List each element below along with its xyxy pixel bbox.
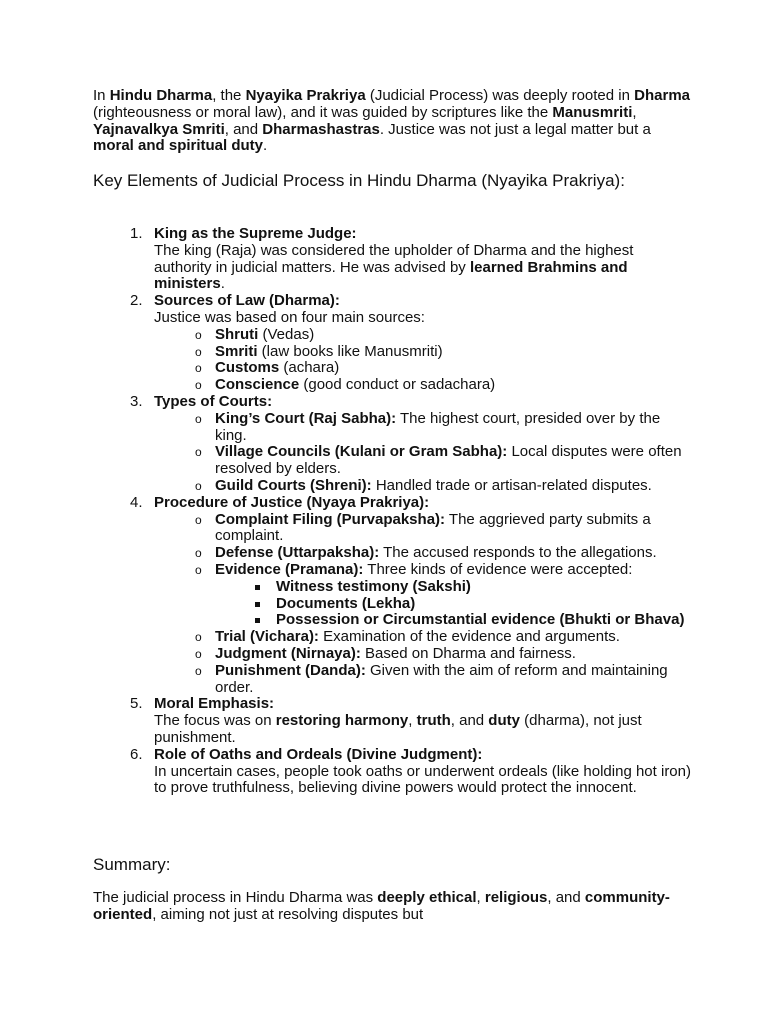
- sub-list: [154, 512, 693, 697]
- sub-item-bold: Village Councils (Kulani or Gram Sabha):: [215, 443, 508, 461]
- intro-text: , the: [212, 87, 246, 104]
- sub-list-item: [154, 411, 693, 445]
- list-item: [93, 495, 693, 697]
- sub-list-item: [154, 629, 693, 646]
- sub-list-item: [154, 344, 693, 361]
- sub-item-bold: Customs: [215, 359, 280, 377]
- summary-bold: community-oriented: [93, 889, 670, 923]
- item-bold: learned Brahmins and ministers: [154, 258, 628, 293]
- evidence-text: Documents (Lekha): [276, 594, 416, 612]
- intro-text: (righteousness or moral law), and it was guided by scriptures like the: [93, 103, 553, 121]
- section-heading: Key Elements of Judicial Process in Hindu Dharma (Nyayika Prakriya):: [93, 171, 625, 190]
- sub-list-item: [154, 562, 693, 629]
- intro-bold: Dharmashastras: [262, 120, 380, 138]
- item-title: Types of Courts:: [154, 392, 273, 410]
- item-title: Role of Oaths and Ordeals (Divine Judgment):: [154, 745, 483, 763]
- sub-item-text: (achara): [279, 359, 340, 377]
- sub-list-item: [154, 512, 693, 546]
- summary-bold: religious: [484, 889, 548, 906]
- intro-text: ,: [632, 103, 637, 121]
- list-number: 3.: [130, 392, 143, 410]
- summary-bold: deeply ethical: [377, 889, 477, 906]
- circle-bullet-icon: o: [195, 361, 202, 376]
- intro-text: .: [263, 137, 268, 155]
- circle-bullet-icon: o: [195, 630, 202, 645]
- evidence-text: Possession or Circumstantial evidence (Bhukti or Bhava): [276, 611, 685, 629]
- square-bullet-icon: [255, 618, 260, 623]
- sub-item-bold: King’s Court (Raj Sabha):: [215, 409, 397, 427]
- square-bullet-icon: [255, 585, 260, 590]
- sub-list: [154, 411, 693, 495]
- sub-item-text: (law books like Manusmriti): [257, 342, 443, 360]
- sub-list-item: [154, 646, 693, 663]
- sub-item-text: Given with the aim of reform and maintaining order.: [215, 661, 668, 696]
- intro-text: , and: [224, 120, 263, 138]
- item-bold: restoring harmony: [275, 712, 409, 730]
- sub-item-text: Examination of the evidence and arguments.: [318, 628, 620, 646]
- intro-bold: moral and spiritual duty: [93, 137, 264, 155]
- sub-item-text: The highest court, presided over by the king.: [215, 409, 661, 444]
- sub-list-item: [154, 545, 693, 562]
- item-description: [154, 243, 693, 293]
- list-number: 2.: [130, 292, 143, 310]
- item-title: Procedure of Justice (Nyaya Prakriya):: [154, 493, 430, 511]
- sub-item-bold: Complaint Filing (Purvapaksha):: [215, 510, 446, 528]
- item-text: ,: [408, 712, 417, 730]
- intro-text: In: [93, 87, 110, 104]
- intro-bold: Dharma: [634, 87, 690, 104]
- circle-bullet-icon: o: [195, 445, 202, 460]
- sub-list-item: [154, 327, 693, 344]
- circle-bullet-icon: o: [195, 512, 202, 527]
- intro-text: . Justice was not just a legal matter but a: [379, 120, 651, 138]
- summary-text: ,: [476, 889, 485, 906]
- intro-bold: Yajnavalkya Smriti: [93, 120, 225, 138]
- intro-bold: Manusmriti: [552, 103, 633, 121]
- key-elements-list: [93, 226, 693, 797]
- sub-item-bold: Judgment (Nirnaya):: [215, 644, 361, 662]
- sub-item-bold: Evidence (Pramana):: [215, 560, 364, 578]
- list-number: 1.: [130, 225, 143, 242]
- summary-text: , aiming not just at resolving disputes but: [152, 905, 424, 923]
- circle-bullet-icon: o: [195, 327, 202, 342]
- summary-text: , and: [547, 889, 585, 906]
- item-description: [154, 713, 693, 747]
- sub-item-text: The aggrieved party submits a complaint.: [215, 510, 651, 545]
- item-title: Sources of Law (Dharma):: [154, 292, 340, 310]
- summary-text: The judicial process in Hindu Dharma was: [93, 889, 378, 906]
- evidence-list: [215, 579, 693, 629]
- list-item: [93, 293, 693, 394]
- sub-item-text: Handled trade or artisan-related disputes.: [371, 476, 652, 494]
- summary-heading: Summary:: [93, 855, 171, 874]
- item-text: (dharma), not just punishment.: [154, 712, 642, 746]
- sub-item-bold: Conscience: [215, 376, 300, 394]
- square-bullet-icon: [255, 602, 260, 607]
- sub-item-text: Based on Dharma and fairness.: [360, 644, 576, 662]
- sub-list-item: [154, 663, 693, 697]
- circle-bullet-icon: o: [195, 411, 202, 426]
- sub-item-bold: Guild Courts (Shreni):: [215, 476, 372, 494]
- evidence-item: [215, 596, 693, 613]
- sub-list-item: [154, 360, 693, 377]
- evidence-item: [215, 612, 693, 629]
- sub-item-bold: Punishment (Danda):: [215, 661, 366, 679]
- circle-bullet-icon: o: [195, 344, 202, 359]
- sub-item-text: Three kinds of evidence were accepted:: [363, 560, 633, 578]
- item-description: In uncertain cases, people took oaths or underwent ordeals (like holding hot iron) to prove truthfulness, believing divine powers would protect the innocent.: [154, 762, 691, 797]
- intro-bold: Hindu Dharma: [109, 87, 213, 104]
- sub-item-text: Local disputes were often resolved by elders.: [215, 443, 682, 478]
- item-text: The focus was on: [154, 712, 276, 730]
- list-item: [93, 226, 693, 293]
- sub-item-bold: Smriti: [215, 342, 258, 360]
- item-description: Justice was based on four main sources:: [154, 308, 425, 326]
- list-item: [93, 747, 693, 797]
- list-number: 6.: [130, 745, 143, 763]
- sub-item-bold: Defense (Uttarpaksha):: [215, 544, 380, 562]
- item-text: .: [220, 275, 225, 293]
- item-bold: truth: [416, 712, 451, 730]
- item-bold: duty: [488, 712, 520, 730]
- sub-item-text: (Vedas): [258, 325, 315, 343]
- sub-item-text: The accused responds to the allegations.: [379, 544, 657, 562]
- list-number: 4.: [130, 493, 143, 511]
- item-text: , and: [450, 712, 489, 730]
- circle-bullet-icon: o: [195, 546, 202, 561]
- list-item: [93, 696, 693, 746]
- intro-bold: Nyayika Prakriya: [245, 87, 366, 104]
- circle-bullet-icon: o: [195, 478, 202, 493]
- circle-bullet-icon: o: [195, 562, 202, 577]
- circle-bullet-icon: o: [195, 663, 202, 678]
- evidence-text: Witness testimony (Sakshi): [276, 577, 471, 595]
- sub-list-item: [154, 478, 693, 495]
- sub-list-item: [154, 444, 693, 478]
- intro-text: (Judicial Process) was deeply rooted in: [365, 87, 635, 104]
- sub-item-bold: Trial (Vichara):: [215, 628, 319, 646]
- list-item: [93, 394, 693, 495]
- circle-bullet-icon: o: [195, 378, 202, 393]
- sub-item-bold: Shruti: [215, 325, 259, 343]
- item-text: The king (Raja) was considered the upholder of Dharma and the highest authority in judicial matters. He was advised by: [154, 241, 634, 276]
- circle-bullet-icon: o: [195, 646, 202, 661]
- sub-list: [154, 327, 693, 394]
- evidence-item: [215, 579, 693, 596]
- item-title: Moral Emphasis:: [154, 695, 275, 713]
- intro-paragraph: [93, 88, 693, 155]
- item-title: King as the Supreme Judge:: [154, 225, 357, 242]
- sub-list-item: [154, 377, 693, 394]
- list-number: 5.: [130, 695, 143, 713]
- sub-item-text: (good conduct or sadachara): [299, 376, 496, 394]
- summary-paragraph: [93, 890, 693, 924]
